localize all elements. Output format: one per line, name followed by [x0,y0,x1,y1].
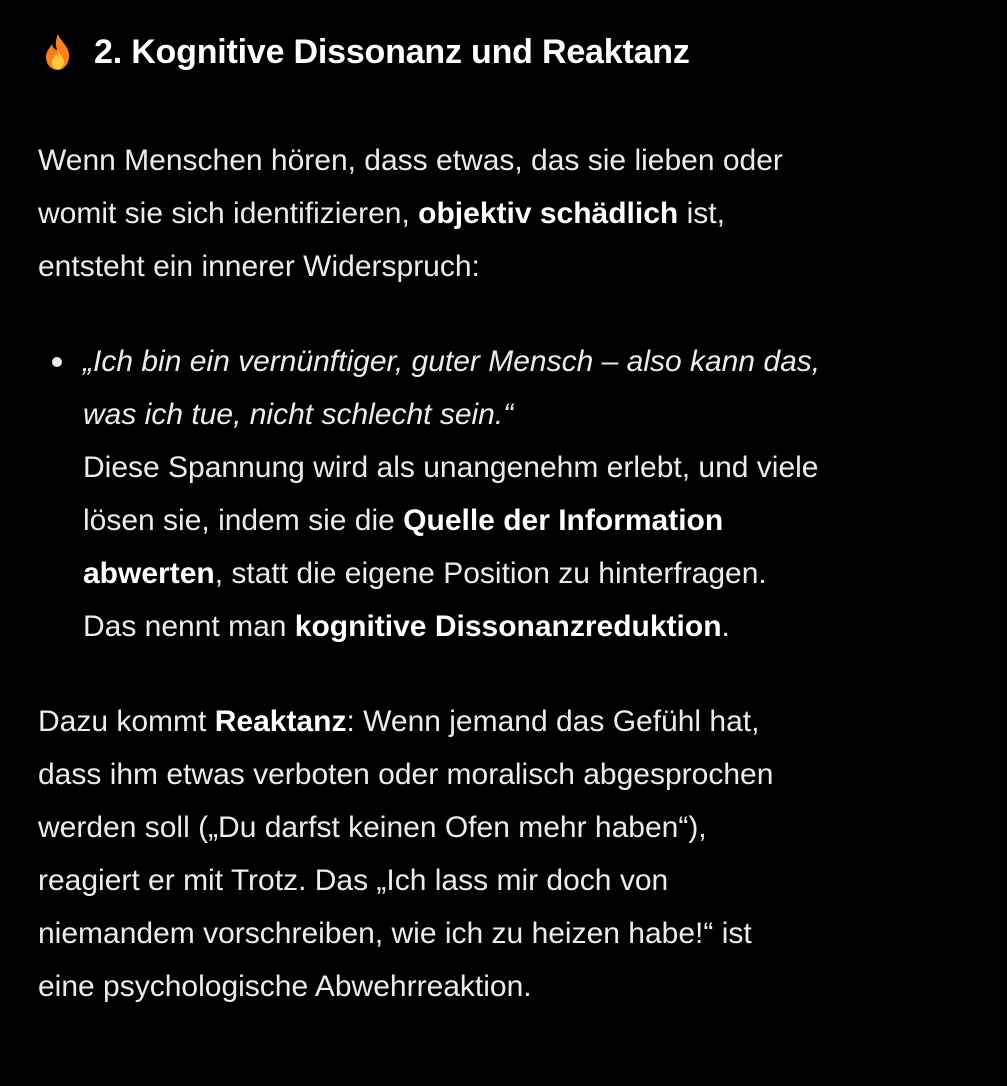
bullet-line-5 [83,547,967,600]
intro-line-3: entsteht ein innerer Widerspruch: [38,250,480,283]
intro-paragraph [38,134,967,293]
section-heading [38,28,967,76]
intro-line-1: Wenn Menschen hören, dass etwas, das sie lieben oder [38,144,783,177]
reaktanz-line-5: niemandem vorschreiben, wie ich zu heizen habe!“ ist [38,917,752,950]
reaktanz-line-3: werden soll („Du darfst keinen Ofen mehr haben“), [38,811,707,844]
intro-line-2 [38,187,967,240]
reaktanz-line-1-end: : Wenn jemand das Gefühl hat, [346,705,760,738]
reaktanz-line-4: reagiert er mit Trotz. Das „Ich lass mir doch von [38,864,669,897]
emphasis-objektiv-schaedlich: objektiv schädlich [418,197,679,230]
emphasis-kognitive-dissonanzreduktion: kognitive Dissonanzreduktion [294,610,722,643]
reaktanz-line-1 [38,695,967,748]
reaktanz-line-6: eine psychologische Abwehrreaktion. [38,970,532,1003]
bullet-line-3: Diese Spannung wird als unangenehm erlebt, und viele [83,451,819,484]
fire-icon [38,32,78,72]
reaktanz-paragraph [38,695,967,1013]
reaktanz-line-1-start: Dazu kommt [38,705,215,738]
section-title: 2. Kognitive Dissonanz und Reaktanz [94,32,690,71]
bullet-line-4 [83,494,967,547]
bullet-line-6-start: Das nennt man [83,610,295,643]
list-item [38,335,967,653]
intro-line-2-start: womit sie sich identifizieren, [38,197,419,230]
bullet-line-4-start: lösen sie, indem sie die [83,504,404,537]
bullet-line-6-end: . [721,610,730,643]
quote-line-1: „Ich bin ein vernünftiger, guter Mensch – also kann das, [83,345,821,378]
emphasis-reaktanz: Reaktanz [214,705,347,738]
bullet-dot-icon [52,357,62,367]
bullet-line-6 [83,600,967,653]
quote-line-2: was ich tue, nicht schlecht sein.“ [83,398,514,431]
bullet-line-5-end: , statt die eigene Position zu hinterfragen. [214,557,767,590]
bullet-list [38,335,967,653]
intro-line-2-end: ist, [678,197,725,230]
emphasis-abwerten: abwerten [83,557,215,590]
emphasis-quelle-der-information: Quelle der Information [403,504,724,537]
reaktanz-line-2: dass ihm etwas verboten oder moralisch abgesprochen [38,758,774,791]
